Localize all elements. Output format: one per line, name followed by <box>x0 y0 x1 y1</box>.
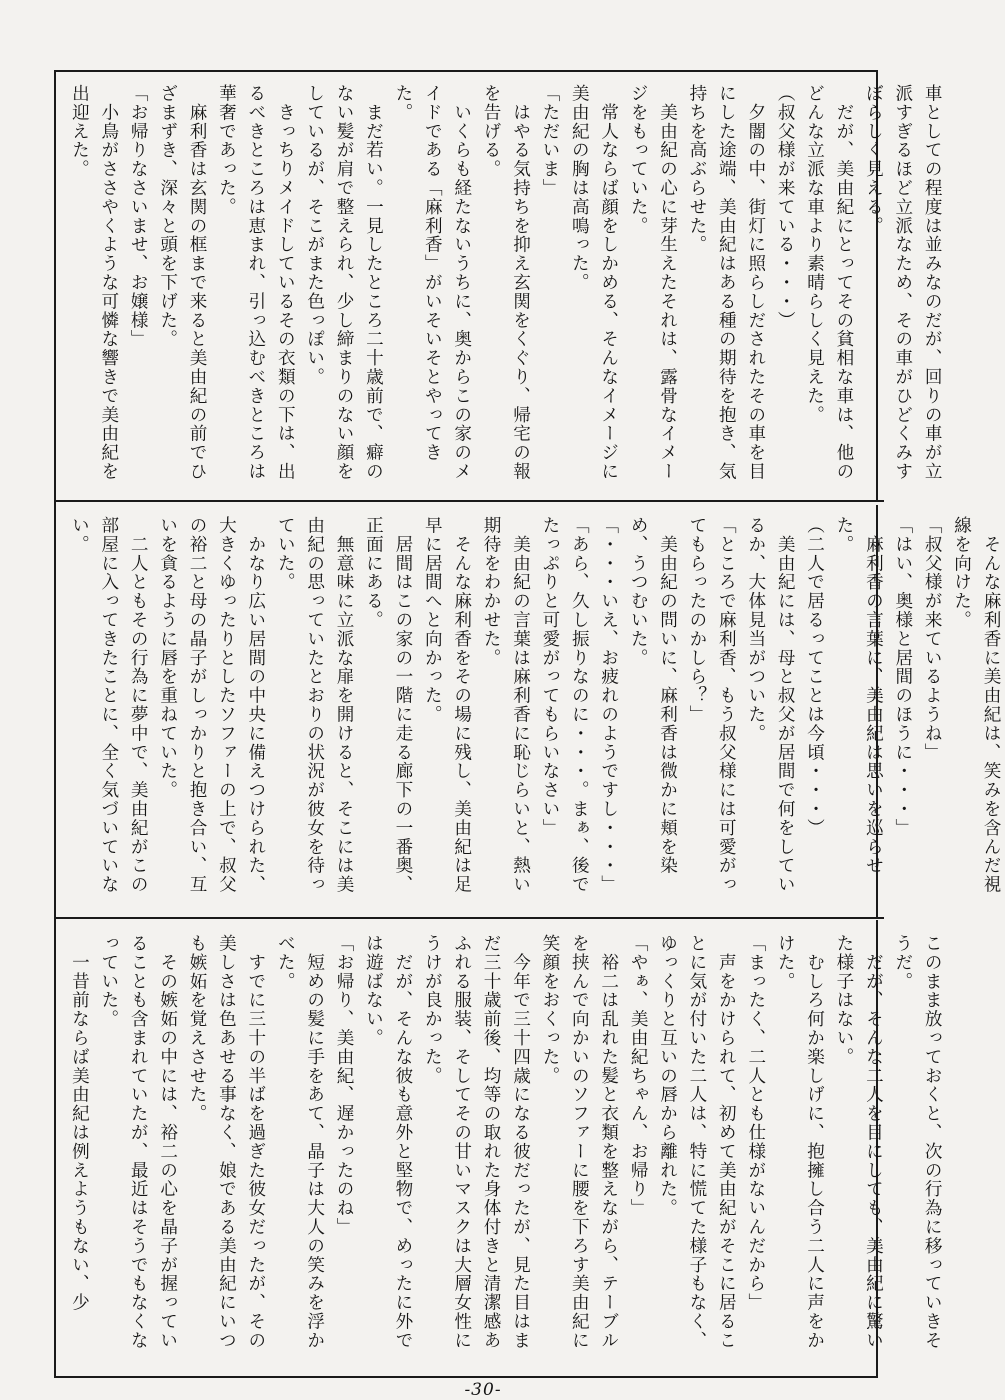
paragraph: きっちりメイドしているその衣類の下は、出るべきところは恵まれ、引っ込むべきところは華奢であった。 <box>216 84 296 481</box>
paragraph: 夕闇の中、街灯に照らしだされたその車を目にした途端、美由紀はある種の期待を抱き、気持ちを高ぶらせた。 <box>686 84 766 481</box>
paragraph: すでに三十の半ばを過ぎた彼女だったが、その美しさは色あせる事なく、娘である美由紀にいつも嫉妬を覚えさせた。 <box>187 934 266 1350</box>
paragraph: だが、そんな彼も意外と堅物で、めったに外では遊ばない。 <box>363 934 413 1350</box>
paragraph: 声をかけられて、初めて美由紀がそこに居ることに気が付いた二人は、特に慌てた様子もなく、ゆっくりと互いの唇から離れた。 <box>657 934 737 1350</box>
paragraph: 裕二は乱れた髪と衣類を整えながら、テーブルを挟んで向かいのソファーに腰を下ろす美由紀に笑顔をおくった。 <box>539 934 619 1350</box>
paragraph: 「やぁ、美由紀ちゃん、お帰り」 <box>628 934 649 1218</box>
paragraph: 麻利香は玄関の框まで来ると美由紀の前でひざまずき、深々と頭を下げた。 <box>157 84 208 481</box>
paragraph: 「ところで麻利香、もう叔父様には可愛がってもらったのかしら？」 <box>686 516 737 894</box>
paragraph: 美由紀には、母と叔父が居間で何をしているか、大体見当がついた。 <box>745 516 796 894</box>
paragraph: 美由紀の言葉は麻利香に恥じらいと、熱い期待をわかせた。 <box>481 516 531 894</box>
paragraph: 今年で三十四歳になる彼だったが、見た目はまだ三十歳前後、均等の取れた身体付きと清潔感あふれる服装、そしてその甘いマスクは大層女性にうけが良かった。 <box>422 934 531 1350</box>
paragraph: 短めの髪に手をあて、晶子は大人の笑みを浮かべた。 <box>275 934 325 1350</box>
paragraph: 「まったく、二人とも仕様がないんだから」 <box>745 934 766 1312</box>
paragraph: むしろ何か楽しげに、抱擁し合う二人に声をかけた。 <box>775 934 825 1350</box>
paragraph: そんな麻利香に美由紀は、笑みを含んだ視線を向けた。 <box>951 516 1001 894</box>
vertical-text-block <box>64 934 946 1368</box>
page-number: -30- <box>464 1380 502 1400</box>
paragraph: 「・・・いえ、お疲れのようですし・・・」 <box>598 516 619 894</box>
paragraph: そんな麻利香をその場に残し、美由紀は足早に居間へと向かった。 <box>422 516 472 894</box>
paragraph: 「お帰り、美由紀、遅かったのね」 <box>334 934 355 1237</box>
paragraph: 二人ともその行為に夢中で、美由紀がこの部屋に入ってきたことに、全く気づいていない。 <box>69 516 149 894</box>
paragraph: （二人で居るってことは今頃・・・） <box>804 516 825 838</box>
paragraph: 美由紀の問いに、麻利香は微かに頬を染め、うつむいた。 <box>628 516 678 876</box>
paragraph: 「あら、久し振りなのに・・・。まぁ、後でたっぷりと可愛がってもらいなさい」 <box>539 516 590 894</box>
paragraph: いくらも経たないうちに、奥からこの家のメイドである「麻利香」がいそいそとやってきた。 <box>392 84 472 481</box>
paragraph: 「お帰りなさいませ、お嬢様」 <box>128 84 149 349</box>
section-divider-top <box>54 500 884 502</box>
paragraph: このまま放っておくと、次の行為に移っていきそうだ。 <box>892 934 943 1350</box>
text-section-middle <box>64 516 1001 910</box>
vertical-text-block <box>64 84 946 492</box>
paragraph: 車としての程度は並みなのだが、回りの車が立派すぎるほど立派なため、その車がひどくみすぼらしく見える。 <box>863 84 943 481</box>
vertical-text-block <box>64 516 1005 910</box>
paragraph: 「はい、奥様と居間のほうに・・・」 <box>892 516 913 838</box>
paragraph: かなり広い居間の中央に備えつけられた、大きくゆったりとしたソファーの上で、叔父の裕二と母の晶子がしっかりと抱き合い、互いを貪るように唇を重ねていた。 <box>157 516 266 894</box>
text-section-bottom <box>64 934 943 1368</box>
paragraph: 美由紀の心に芽生えたそれは、露骨なイメージをもっていた。 <box>628 84 678 481</box>
paragraph: 無意味に立派な扉を開けると、そこには美由紀の思っていたとおりの状況が彼女を待っていた。 <box>275 516 355 894</box>
section-divider-bottom <box>54 917 884 919</box>
paragraph: （叔父様が来ている・・・） <box>775 84 796 330</box>
paragraph: 「叔父様が来ているようね」 <box>922 516 943 762</box>
paragraph: まだ若い。一見したところ二十歳前で、癖のない髪が肩で整えられ、少し締まりのない顔をしているが、そこがまた色っぽい。 <box>304 84 384 481</box>
paragraph: だが、美由紀にとってその貧相な車は、他のどんな立派な車より素晴らしく見えた。 <box>804 84 854 481</box>
paragraph: 「ただいま」 <box>539 84 560 198</box>
paragraph: 一昔前ならば美由紀は例えようもない、少 <box>69 934 90 1312</box>
paragraph: だが、そんな二人を目にしても、美由紀に驚いた様子はない。 <box>833 934 884 1350</box>
paragraph: 小鳥がささやくような可憐な響きで美由紀を出迎えた。 <box>69 84 119 481</box>
paragraph: 居間はこの家の一階に走る廊下の一番奥、正面にある。 <box>363 516 413 894</box>
paragraph: 常人ならば顔をしかめる、そんなイメージに美由紀の胸は高鳴った。 <box>569 84 619 481</box>
paragraph: その嫉妬の中には、裕二の心を晶子が握っていることも含まれていたが、最近はそうでもなくなっていた。 <box>98 934 178 1350</box>
text-section-top <box>64 84 943 492</box>
paragraph: 麻利香の言葉に、美由紀は思いを巡らせた。 <box>833 516 884 876</box>
paragraph: はやる気持ちを抑え玄関をくぐり、帰宅の報を告げる。 <box>481 84 531 481</box>
